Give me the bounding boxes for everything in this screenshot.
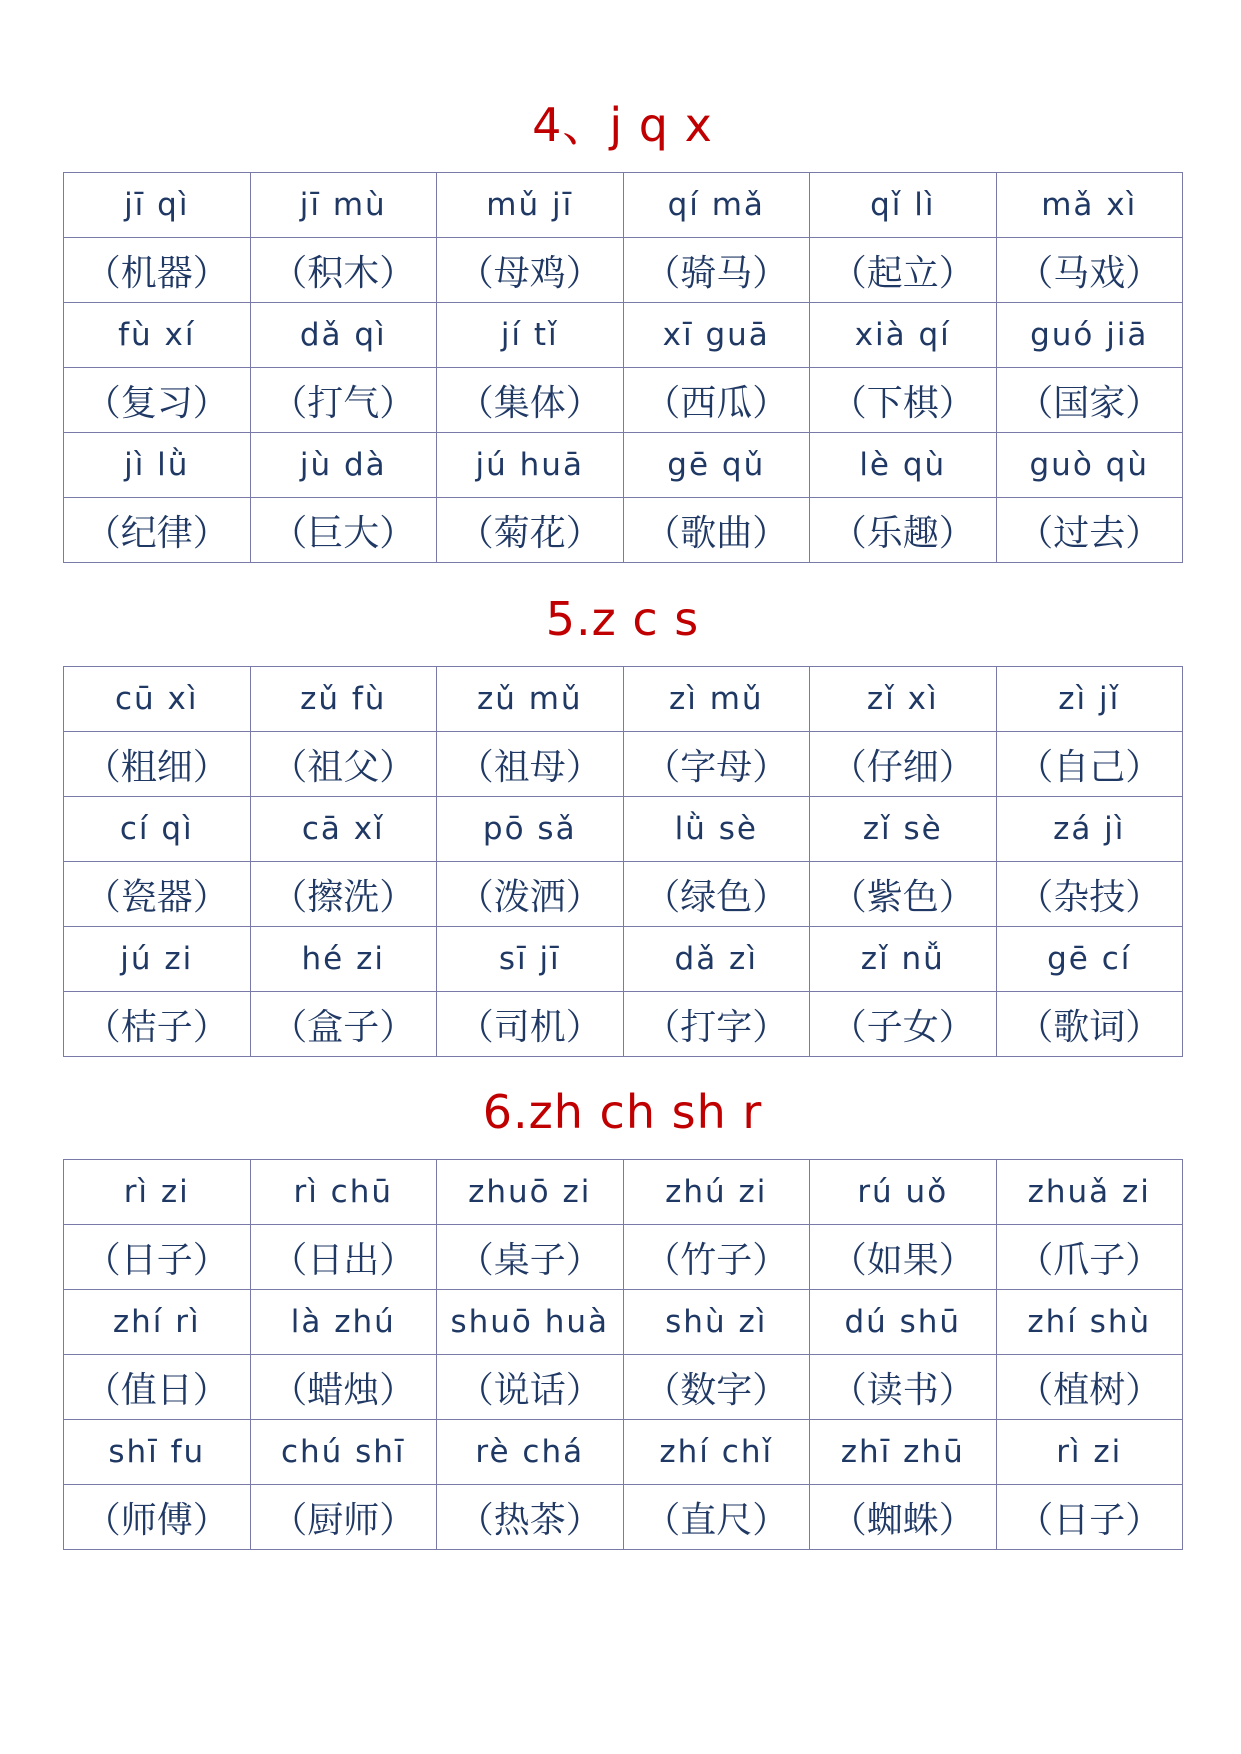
pinyin-cell: pō sǎ xyxy=(437,797,624,862)
pinyin-row xyxy=(64,927,1183,992)
hanzi-cell: （祖父） xyxy=(250,732,437,797)
pinyin-cell: zhí rì xyxy=(64,1290,251,1355)
hanzi-cell: （瓷器） xyxy=(64,862,251,927)
pinyin-cell: zǔ fù xyxy=(250,667,437,732)
pinyin-row xyxy=(64,173,1183,238)
hanzi-cell: （过去） xyxy=(996,498,1183,563)
pinyin-cell: rú uǒ xyxy=(810,1160,997,1225)
hanzi-cell: （仔细） xyxy=(810,732,997,797)
pinyin-cell: gē qǔ xyxy=(623,433,810,498)
pinyin-cell: zhú zi xyxy=(623,1160,810,1225)
hanzi-cell: （紫色） xyxy=(810,862,997,927)
hanzi-cell: （司机） xyxy=(437,992,624,1057)
pinyin-cell: zhuō zi xyxy=(437,1160,624,1225)
pinyin-cell: dǎ zì xyxy=(623,927,810,992)
pinyin-cell: là zhú xyxy=(250,1290,437,1355)
section-title: 4、j q x xyxy=(532,98,713,152)
hanzi-cell: （复习） xyxy=(64,368,251,433)
pinyin-cell: jī qì xyxy=(64,173,251,238)
hanzi-cell: （粗细） xyxy=(64,732,251,797)
pinyin-cell: jì lǜ xyxy=(64,433,251,498)
hanzi-cell: （纪律） xyxy=(64,498,251,563)
pinyin-cell: mǎ xì xyxy=(996,173,1183,238)
pinyin-row xyxy=(64,1160,1183,1225)
hanzi-row xyxy=(64,1485,1183,1550)
hanzi-cell: （机器） xyxy=(64,238,251,303)
pinyin-cell: dú shū xyxy=(810,1290,997,1355)
hanzi-cell: （子女） xyxy=(810,992,997,1057)
pinyin-row xyxy=(64,797,1183,862)
hanzi-cell: （桔子） xyxy=(64,992,251,1057)
pinyin-cell: shī fu xyxy=(64,1420,251,1485)
hanzi-cell: （国家） xyxy=(996,368,1183,433)
hanzi-cell: （盒子） xyxy=(250,992,437,1057)
hanzi-cell: （打气） xyxy=(250,368,437,433)
pinyin-cell: zhí shù xyxy=(996,1290,1183,1355)
hanzi-cell: （乐趣） xyxy=(810,498,997,563)
pinyin-cell: dǎ qì xyxy=(250,303,437,368)
hanzi-row xyxy=(64,1355,1183,1420)
hanzi-row xyxy=(64,992,1183,1057)
pinyin-cell: hé zi xyxy=(250,927,437,992)
pinyin-cell: gē cí xyxy=(996,927,1183,992)
pinyin-cell: jú zi xyxy=(64,927,251,992)
hanzi-cell: （歌词） xyxy=(996,992,1183,1057)
hanzi-row xyxy=(64,368,1183,433)
pinyin-row xyxy=(64,667,1183,732)
hanzi-cell: （起立） xyxy=(810,238,997,303)
pinyin-cell: sī jī xyxy=(437,927,624,992)
hanzi-cell: （积木） xyxy=(250,238,437,303)
pinyin-cell: chú shī xyxy=(250,1420,437,1485)
hanzi-cell: （打字） xyxy=(623,992,810,1057)
section-title: 5.z c s xyxy=(545,592,700,646)
pinyin-cell: rì chū xyxy=(250,1160,437,1225)
hanzi-cell: （桌子） xyxy=(437,1225,624,1290)
pinyin-cell: shuō huà xyxy=(437,1290,624,1355)
hanzi-cell: （日子） xyxy=(996,1485,1183,1550)
pinyin-cell: xī guā xyxy=(623,303,810,368)
pinyin-cell: zá jì xyxy=(996,797,1183,862)
pinyin-cell: lǜ sè xyxy=(623,797,810,862)
pinyin-row xyxy=(64,1420,1183,1485)
pinyin-cell: jù dà xyxy=(250,433,437,498)
hanzi-row xyxy=(64,238,1183,303)
hanzi-row xyxy=(64,862,1183,927)
hanzi-cell: （日子） xyxy=(64,1225,251,1290)
pinyin-cell: shù zì xyxy=(623,1290,810,1355)
hanzi-cell: （擦洗） xyxy=(250,862,437,927)
hanzi-cell: （蜘蛛） xyxy=(810,1485,997,1550)
pinyin-cell: zì jǐ xyxy=(996,667,1183,732)
hanzi-cell: （如果） xyxy=(810,1225,997,1290)
pinyin-cell: jī mù xyxy=(250,173,437,238)
pinyin-cell: cā xǐ xyxy=(250,797,437,862)
hanzi-cell: （菊花） xyxy=(437,498,624,563)
hanzi-cell: （植树） xyxy=(996,1355,1183,1420)
pinyin-cell: qǐ lì xyxy=(810,173,997,238)
pinyin-cell: zǐ xì xyxy=(810,667,997,732)
hanzi-cell: （热茶） xyxy=(437,1485,624,1550)
hanzi-cell: （日出） xyxy=(250,1225,437,1290)
hanzi-row xyxy=(64,732,1183,797)
hanzi-cell: （数字） xyxy=(623,1355,810,1420)
pinyin-cell: rì zi xyxy=(996,1420,1183,1485)
hanzi-cell: （自己） xyxy=(996,732,1183,797)
pinyin-cell: zhí chǐ xyxy=(623,1420,810,1485)
pinyin-cell: qí mǎ xyxy=(623,173,810,238)
section-title: 6.zh ch sh r xyxy=(482,1085,763,1139)
pinyin-cell: rì zi xyxy=(64,1160,251,1225)
pinyin-cell: zhuǎ zi xyxy=(996,1160,1183,1225)
hanzi-cell: （歌曲） xyxy=(623,498,810,563)
hanzi-cell: （巨大） xyxy=(250,498,437,563)
pinyin-cell: zǐ nǚ xyxy=(810,927,997,992)
hanzi-cell: （马戏） xyxy=(996,238,1183,303)
hanzi-cell: （值日） xyxy=(64,1355,251,1420)
hanzi-cell: （骑马） xyxy=(623,238,810,303)
hanzi-cell: （说话） xyxy=(437,1355,624,1420)
pinyin-cell: fù xí xyxy=(64,303,251,368)
hanzi-cell: （蜡烛） xyxy=(250,1355,437,1420)
pinyin-row xyxy=(64,1290,1183,1355)
pinyin-cell: zǐ sè xyxy=(810,797,997,862)
pinyin-row xyxy=(64,433,1183,498)
hanzi-cell: （厨师） xyxy=(250,1485,437,1550)
hanzi-cell: （下棋） xyxy=(810,368,997,433)
word-table xyxy=(63,1159,1183,1550)
pinyin-cell: zǔ mǔ xyxy=(437,667,624,732)
hanzi-cell: （爪子） xyxy=(996,1225,1183,1290)
hanzi-cell: （母鸡） xyxy=(437,238,624,303)
word-table xyxy=(63,666,1183,1057)
pinyin-cell: lè qù xyxy=(810,433,997,498)
hanzi-cell: （祖母） xyxy=(437,732,624,797)
hanzi-cell: （直尺） xyxy=(623,1485,810,1550)
hanzi-cell: （泼洒） xyxy=(437,862,624,927)
hanzi-cell: （集体） xyxy=(437,368,624,433)
hanzi-cell: （竹子） xyxy=(623,1225,810,1290)
pinyin-cell: guó jiā xyxy=(996,303,1183,368)
pinyin-cell: zhī zhū xyxy=(810,1420,997,1485)
pinyin-cell: cí qì xyxy=(64,797,251,862)
pinyin-row xyxy=(64,303,1183,368)
pinyin-cell: zì mǔ xyxy=(623,667,810,732)
word-table xyxy=(63,172,1183,563)
hanzi-cell: （杂技） xyxy=(996,862,1183,927)
hanzi-cell: （字母） xyxy=(623,732,810,797)
hanzi-cell: （绿色） xyxy=(623,862,810,927)
pinyin-cell: jú huā xyxy=(437,433,624,498)
pinyin-cell: guò qù xyxy=(996,433,1183,498)
hanzi-cell: （西瓜） xyxy=(623,368,810,433)
hanzi-row xyxy=(64,498,1183,563)
hanzi-row xyxy=(64,1225,1183,1290)
hanzi-cell: （师傅） xyxy=(64,1485,251,1550)
pinyin-cell: cū xì xyxy=(64,667,251,732)
pinyin-cell: xià qí xyxy=(810,303,997,368)
pinyin-cell: jí tǐ xyxy=(437,303,624,368)
pinyin-cell: mǔ jī xyxy=(437,173,624,238)
pinyin-cell: rè chá xyxy=(437,1420,624,1485)
hanzi-cell: （读书） xyxy=(810,1355,997,1420)
